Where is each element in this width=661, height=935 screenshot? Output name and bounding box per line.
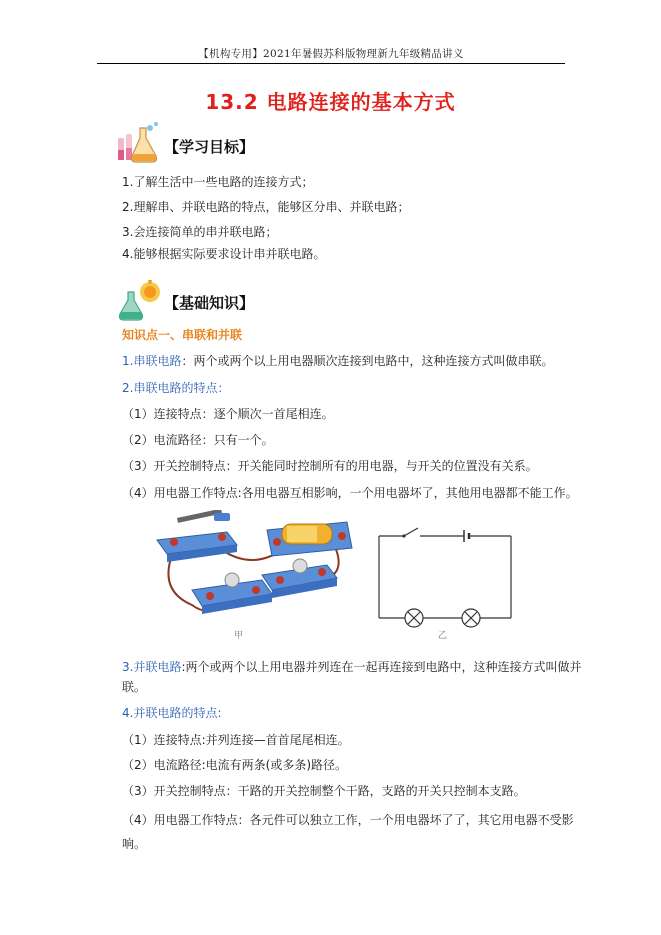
series-feature: （4）用电器工作特点:各用电器互相影响，一个用电器坏了，其他用电器都不能工作。 bbox=[122, 486, 578, 500]
physical-series-circuit-figure bbox=[152, 510, 362, 645]
header-rule bbox=[97, 63, 565, 64]
parallel-definition bbox=[122, 657, 582, 697]
parallel-term: 3.并联电路 bbox=[122, 660, 182, 674]
goal-item: 2.理解串、并联电路的特点，能够区分串、并联电路； bbox=[122, 200, 410, 214]
goals-heading: 【学习目标】 bbox=[164, 138, 255, 156]
parallel-feature: （2）电流路径:电流有两条(或多条)路径。 bbox=[122, 758, 348, 772]
goal-item: 1.了解生活中一些电路的连接方式； bbox=[122, 175, 314, 189]
series-feature: （1）连接特点：逐个顺次一首尾相连。 bbox=[122, 407, 334, 421]
basics-heading: 【基础知识】 bbox=[164, 294, 255, 312]
knowledge-point-title: 知识点一、串联和并联 bbox=[122, 328, 243, 342]
parallel-feature-title: 4.并联电路的特点: bbox=[122, 706, 222, 720]
goal-item: 4.能够根据实际要求设计串并联电路。 bbox=[122, 247, 326, 261]
series-feature-title: 2.串联电路的特点： bbox=[122, 381, 230, 395]
series-term: 1.串联电路 bbox=[122, 354, 182, 368]
parallel-feature: （1）连接特点:并列连接—首首尾尾相连。 bbox=[122, 733, 350, 747]
goal-item: 3.会连接简单的串并联电路； bbox=[122, 225, 278, 239]
parallel-text: :两个或两个以上用电器并列连在一起再连接到电路中，这种连接方式叫做并联。 bbox=[122, 660, 582, 694]
page-title: 13.2 电路连接的基本方式 bbox=[205, 90, 456, 114]
series-feature: （3）开关控制特点：开关能同时控制所有的用电器，与开关的位置没有关系。 bbox=[122, 459, 538, 473]
lab-flask-icon bbox=[116, 120, 162, 164]
flask-bulb-icon bbox=[118, 278, 164, 322]
page-header: 【机构专用】2021年暑假苏科版物理新九年级精品讲义 bbox=[198, 48, 464, 60]
series-text: ：两个或两个以上用电器顺次连接到电路中，这种连接方式叫做串联。 bbox=[181, 354, 554, 368]
parallel-feature: （4）用电器工作特点：各元件可以独立工作，一个用电器坏了了，其它用电器不受影响。 bbox=[122, 813, 574, 851]
parallel-feature: （3）开关控制特点：干路的开关控制整个干路，支路的开关只控制本支路。 bbox=[122, 784, 526, 798]
figure-label-left: 甲 bbox=[234, 631, 244, 641]
series-schematic-figure bbox=[374, 514, 516, 644]
series-definition bbox=[122, 353, 553, 369]
figure-label-right: 乙 bbox=[438, 631, 448, 641]
series-feature: （2）电流路径：只有一个。 bbox=[122, 433, 274, 447]
